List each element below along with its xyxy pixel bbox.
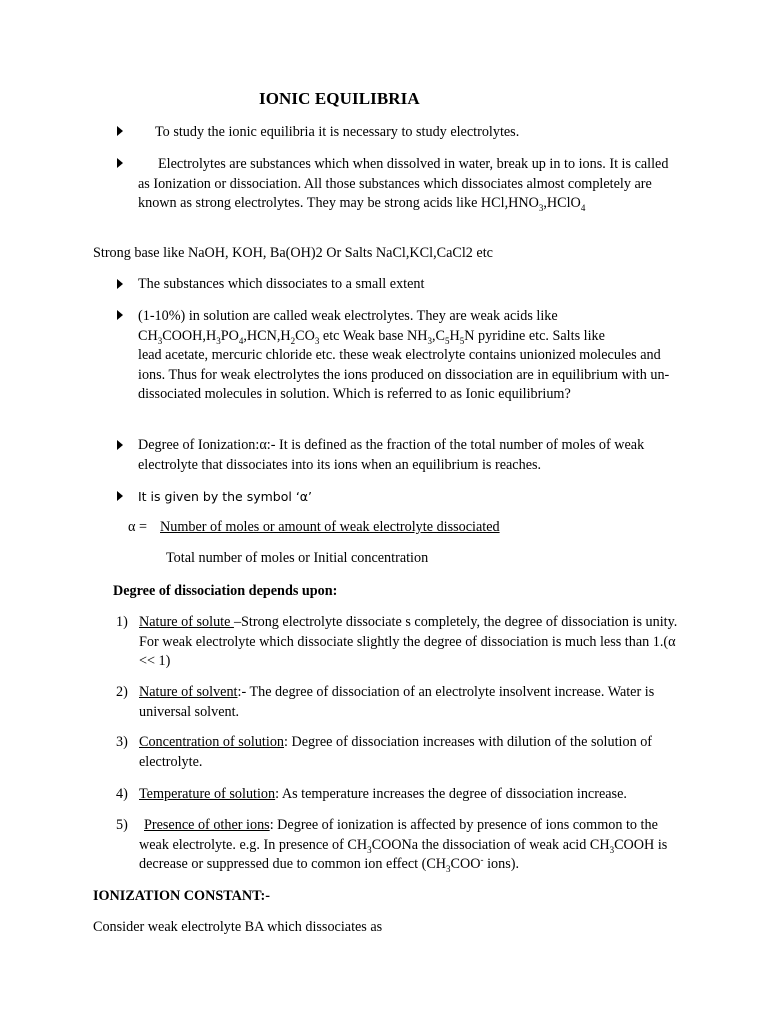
factor-number: 4) <box>116 786 128 802</box>
factor-4: Temperature of solution: As temperature increases the degree of dissociation increase. <box>139 786 627 802</box>
factor-5: Presence of other ions: Degree of ionization is affected by presence of ions common to the weak electrolyte. e.g. In presence of $CH_3COONa$ the dissociation of weak acid $CH_3COOH$ is decrease or suppressed due to common ion effect ($CH_3COO^-$ ions). <box>139 817 668 874</box>
bullet-arrow-icon <box>117 126 123 136</box>
bullet-2 <box>138 155 678 214</box>
factor-3: Concentration of solution: Degree of dissociation increases with dilution of the solution of electrolyte. <box>139 734 653 770</box>
bullet-4-formula-line: $CH_3COOH,H_3PO_4,HCN,H_2CO_3$ etc Weak base $NH_3,C_5H_5N$ pyridine etc. Salts like <box>138 327 605 346</box>
factor-number: 1) <box>116 614 128 630</box>
factor-number: 3) <box>116 734 128 750</box>
bullet-2-text: Electrolytes are substances which when dissolved in water, break up in to ions. It is called as Ionization or dissociation. All those substances which dissociates almost completely are known as strong electrolytes. They may be strong acids like <box>138 156 669 211</box>
factor-number: 5) <box>116 817 128 833</box>
bullet-1: To study the ionic equilibria it is necessary to study electrolytes. <box>155 124 520 140</box>
consider-line: Consider weak electrolyte BA which dissociates as <box>93 919 383 935</box>
bullet-arrow-icon <box>117 491 123 501</box>
factor-number: 2) <box>116 684 128 700</box>
bullet-arrow-icon <box>117 158 123 168</box>
formula-numerator: Number of moles or amount of weak electrolyte dissociated <box>160 519 500 535</box>
bullet-arrow-icon <box>117 310 123 320</box>
factor-2: Nature of solvent:- The degree of dissociation of an electrolyte insolvent increase. Water is universal solvent. <box>139 684 655 720</box>
bullet-2-formula: $HCl,HNO_3,HClO_4$ <box>480 195 586 213</box>
alpha-symbol: α = <box>128 519 147 535</box>
ionization-heading: IONIZATION CONSTANT:- <box>93 888 270 904</box>
page-title: IONIC EQUILIBRIA <box>259 89 420 108</box>
strong-base-line: Strong base like NaOH, KOH, Ba(OH)2 Or Salts NaCl,KCl,CaCl2 etc <box>93 245 493 261</box>
bullet-arrow-icon <box>117 440 123 450</box>
depends-heading: Degree of dissociation depends upon: <box>113 583 338 599</box>
bullet-4: (1-10%) in solution are called weak electrolytes. They are weak acids like $CH_3COOH,H_3PO_4,HCN,H_2CO_3$ etc Weak base $NH_3,C_5H_5N$ pyridine etc. Salts like lead acetate, mercuric chloride etc. these weak electrolyte contains unionized molecules and ions. Thus for weak electrolytes the ions produced on dissociation are in equilibrium with un-dissociated molecules in solution. Which is referred to as Ionic equilibrium? <box>138 308 670 402</box>
bullet-arrow-icon <box>117 279 123 289</box>
bullet-5: Degree of Ionization:α:- It is defined as the fraction of the total number of moles of weak electrolyte that dissociates into its ions when an equilibrium is reaches. <box>138 437 645 473</box>
bullet-3: The substances which dissociates to a small extent <box>138 276 425 292</box>
factor-1: Nature of solute –Strong electrolyte dissociate s completely, the degree of dissociation is unity. For weak electrolyte which dissociate slightly the degree of dissociation is much less than 1.(α << 1) <box>139 614 678 669</box>
bullet-6: It is given by the symbol ‘α’ <box>138 489 313 504</box>
formula-denominator: Total number of moles or Initial concentration <box>166 550 429 566</box>
